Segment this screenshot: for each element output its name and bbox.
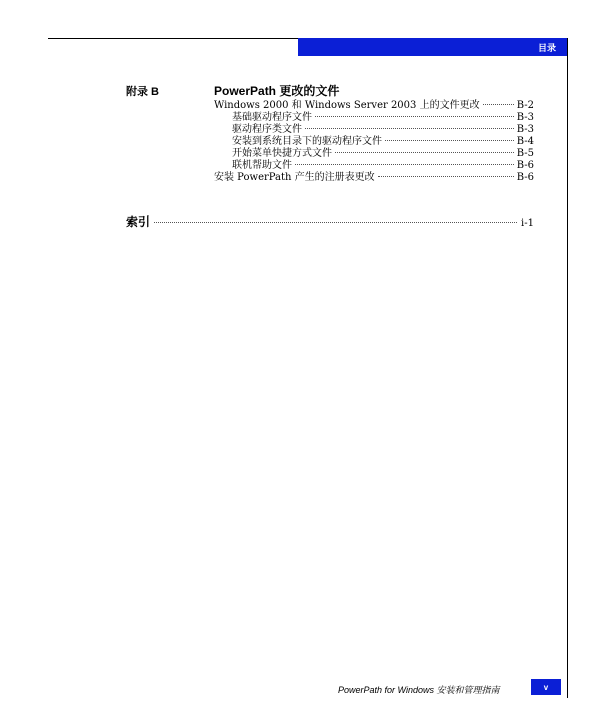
leader-dots (335, 152, 514, 153)
leader-dots (483, 104, 514, 105)
toc-entry-page: B-6 (516, 172, 534, 183)
toc-entry-page: B-3 (516, 112, 534, 123)
leader-dots (385, 140, 514, 141)
index-page: i-1 (521, 218, 534, 229)
index-label: 索引 (126, 215, 151, 229)
leader-dots (315, 116, 514, 117)
toc-entry[interactable] (214, 148, 534, 160)
side-rule (567, 38, 568, 698)
toc-entry[interactable] (214, 172, 534, 184)
footer-book-title: PowerPath for Windows 安装和管理指南 (338, 685, 500, 695)
toc-entry-page: B-2 (516, 100, 534, 111)
appendix-title: PowerPath 更改的文件 (214, 84, 340, 98)
appendix-label: 附录 B (126, 86, 159, 98)
toc-entry-text: 联机帮助文件 (232, 160, 292, 171)
toc-list (214, 100, 534, 184)
leader-dots (295, 164, 514, 165)
leader-dots (154, 222, 517, 223)
toc-entry[interactable] (214, 100, 534, 112)
toc-entry[interactable] (214, 136, 534, 148)
toc-entry-text: 基础驱动程序文件 (232, 112, 312, 123)
toc-entry[interactable] (214, 124, 534, 136)
toc-entry[interactable] (214, 160, 534, 172)
toc-entry-page: B-6 (516, 160, 534, 171)
toc-entry-text: Windows 2000 和 Windows Server 2003 上的文件更改 (214, 100, 480, 111)
page-number: v (543, 682, 549, 692)
toc-entry-text: 驱动程序类文件 (232, 124, 302, 135)
toc-entry-text: 安装到系统目录下的驱动程序文件 (232, 136, 382, 147)
toc-entry-text: 安装 PowerPath 产生的注册表更改 (214, 172, 375, 183)
index-entry[interactable] (126, 213, 534, 230)
toc-entry-page: B-5 (516, 148, 534, 159)
section-tab (298, 38, 568, 56)
page-number-box (531, 679, 561, 695)
toc-entry[interactable] (214, 112, 534, 124)
toc-entry-page: B-3 (516, 124, 534, 135)
toc-entry-page: B-4 (516, 136, 534, 147)
leader-dots (305, 128, 514, 129)
toc-entry-text: 开始菜单快捷方式文件 (232, 148, 332, 159)
section-label: 目录 (537, 42, 556, 53)
leader-dots (378, 176, 514, 177)
